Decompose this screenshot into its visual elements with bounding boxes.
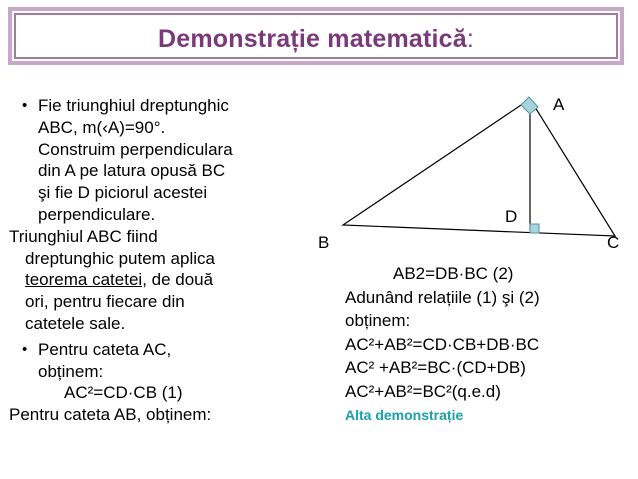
bullet-1-line: din A pe latura opusă BC bbox=[38, 161, 226, 181]
teorema-catetei-link[interactable]: teorema catetei bbox=[25, 270, 143, 290]
bullet-2-line: Pentru cateta AC, bbox=[38, 339, 172, 359]
right-line: AC²+AB²=CD·CB+DB·BC bbox=[345, 334, 540, 354]
label-b: B bbox=[318, 233, 330, 252]
bullet-dot-icon: • bbox=[22, 340, 28, 358]
bullet-1-line: perpendiculare. bbox=[38, 204, 156, 224]
bullet-dot-icon: • bbox=[22, 97, 28, 114]
right-angle-marker-a bbox=[521, 97, 538, 114]
formula-1: AC²=CD·CB (1) bbox=[64, 383, 183, 403]
last-line: Pentru cateta AB, obținem: bbox=[9, 405, 212, 425]
paragraph-1-line: catetele sale. bbox=[25, 313, 126, 333]
label-a: A bbox=[553, 95, 565, 114]
paragraph-1-line: Triunghiul ABC fiind bbox=[9, 226, 158, 246]
right-line: AC²+AB²=BC²(q.e.d) bbox=[345, 381, 501, 401]
bullet-1-line: şi fie D piciorul acestei bbox=[38, 183, 208, 203]
right-text-column bbox=[345, 262, 540, 428]
right-line: Adunând relațiile (1) şi (2) bbox=[345, 287, 540, 307]
right-line: obținem: bbox=[345, 311, 411, 330]
right-angle-marker-d bbox=[530, 224, 539, 233]
bullet-1-line: Fie triunghiul dreptunghic bbox=[38, 96, 229, 115]
paragraph-1-line: dreptunghic putem aplica bbox=[25, 248, 215, 268]
title-main: Demonstrație matematică bbox=[157, 25, 467, 53]
triangle-abc bbox=[343, 99, 615, 236]
alta-demonstratie-link[interactable]: Alta demonstrație bbox=[345, 407, 464, 423]
formula-2: AB2=DB·BC (2) bbox=[393, 264, 514, 283]
paragraph-1-line: ori, pentru fiecare din bbox=[25, 292, 185, 312]
bullet-2-line: obținem: bbox=[38, 361, 104, 381]
bullet-1-line: ABC, m(‹A)=90°. bbox=[38, 117, 166, 137]
title-colon: : bbox=[466, 25, 475, 53]
right-line: AC² +AB²=BC·(CD+DB) bbox=[345, 358, 526, 377]
label-c: C bbox=[607, 233, 620, 252]
label-d: D bbox=[505, 207, 518, 226]
bullet-1-line: Construim perpendiculara bbox=[38, 139, 233, 159]
paragraph-1-after: , de două bbox=[142, 270, 214, 290]
